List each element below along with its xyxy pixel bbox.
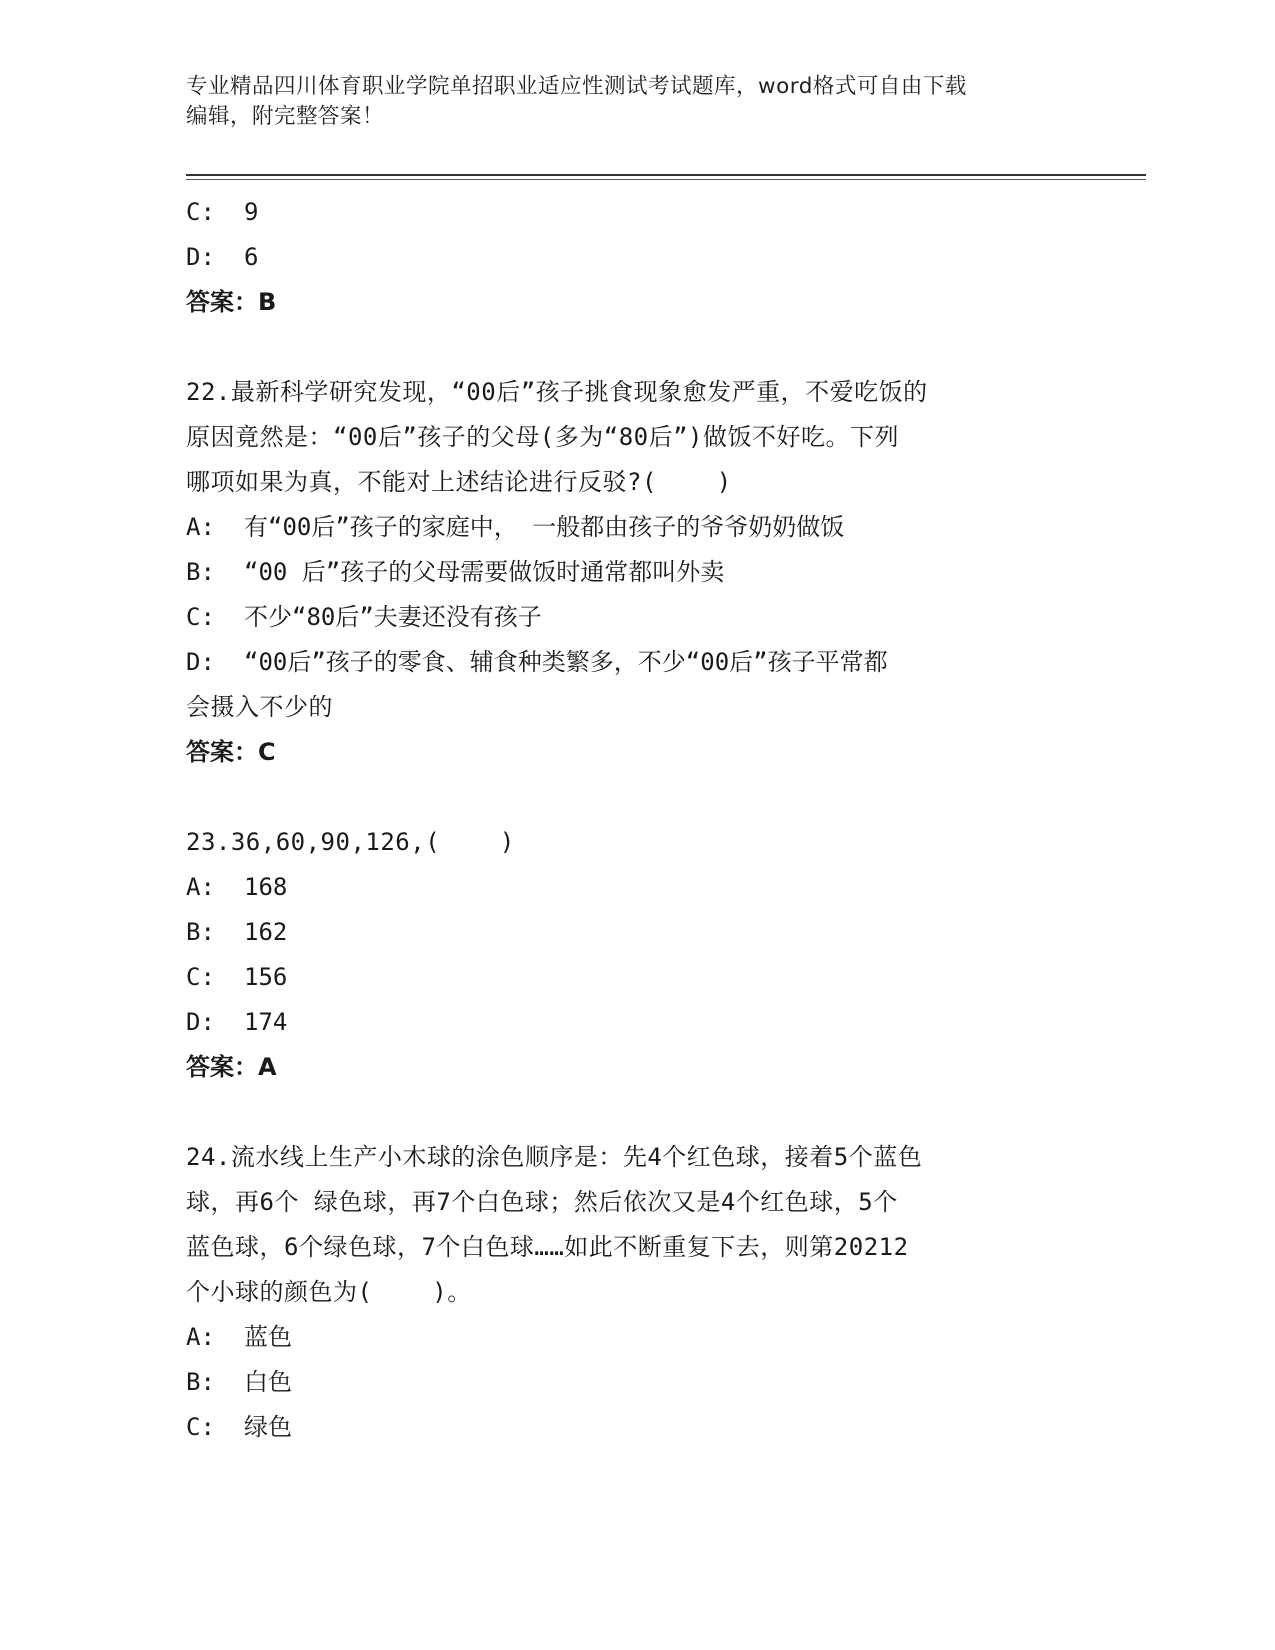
header-line-1: 专业精品四川体育职业学院单招职业适应性测试考试题库，word格式可自由下载: [186, 74, 967, 99]
option-letter: B:: [186, 558, 215, 586]
header-rule-thin: [186, 179, 1146, 180]
option-text: 蓝色: [244, 1323, 292, 1351]
option-letter: C:: [186, 963, 215, 991]
question-text-line: 原因竟然是：“00后”孩子的父母(多为“80后”)做饭不好吃。下列: [186, 423, 899, 451]
option-d-continuation: 会摄入不少的: [186, 693, 333, 721]
option-text: 6: [244, 243, 259, 271]
option-letter: B:: [186, 1368, 215, 1396]
option-b: [186, 550, 1066, 595]
question-text-line: 22.最新科学研究发现，“00后”孩子挑食现象愈发严重，不爱吃饭的: [186, 378, 928, 406]
option-c: [186, 190, 1066, 235]
option-b: [186, 910, 1066, 955]
spacer: [186, 1090, 1066, 1135]
question-text-line: 24.流水线上生产小木球的涂色顺序是：先4个红色球，接着5个蓝色: [186, 1143, 923, 1171]
option-d: [186, 640, 1066, 685]
option-letter: D:: [186, 648, 215, 676]
option-letter: D:: [186, 1008, 215, 1036]
option-letter: A:: [186, 513, 215, 541]
option-text: 不少“80后”夫妻还没有孩子: [244, 603, 542, 631]
option-text: 156: [244, 963, 288, 991]
option-letter: A:: [186, 1323, 215, 1351]
option-text: 白色: [244, 1368, 292, 1396]
answer-line: 答案：B: [186, 288, 277, 316]
document-header: [186, 72, 1056, 132]
document-body: [186, 190, 1066, 1450]
answer-line: 答案：A: [186, 1053, 277, 1081]
option-text: “00后”孩子的零食、辅食种类繁多，不少“00后”孩子平常都: [244, 648, 888, 676]
answer-line: 答案：C: [186, 738, 276, 766]
option-text: 174: [244, 1008, 288, 1036]
option-letter: C:: [186, 1413, 215, 1441]
option-text: 有“00后”孩子的家庭中， 一般都由孩子的爷爷奶奶做饭: [244, 513, 845, 541]
spacer: [186, 775, 1066, 820]
question-text-line: 球，再6个 绿色球，再7个白色球；然后依次又是4个红色球，5个: [186, 1188, 898, 1216]
header-rule-thick: [186, 174, 1146, 176]
option-text: “00 后”孩子的父母需要做饭时通常都叫外卖: [244, 558, 725, 586]
option-letter: B:: [186, 918, 215, 946]
option-a: [186, 1315, 1066, 1360]
option-c: [186, 955, 1066, 1000]
option-c: [186, 1405, 1066, 1450]
option-text: 绿色: [244, 1413, 292, 1441]
question-22: [186, 370, 1066, 775]
option-letter: A:: [186, 873, 215, 901]
question-text-line: 个小球的颜色为( )。: [186, 1278, 472, 1306]
question-23: [186, 820, 1066, 1090]
option-letter: D:: [186, 243, 215, 271]
option-b: [186, 1360, 1066, 1405]
spacer: [186, 325, 1066, 370]
question-text-line: 哪项如果为真，不能对上述结论进行反驳?( ): [186, 468, 732, 496]
question-text-line: 蓝色球，6个绿色球，7个白色球……如此不断重复下去，则第20212: [186, 1233, 909, 1261]
option-a: [186, 865, 1066, 910]
header-line-2: 编辑，附完整答案！: [186, 104, 385, 129]
question-21-tail: [186, 190, 1066, 325]
option-c: [186, 595, 1066, 640]
question-24: [186, 1135, 1066, 1450]
option-text: 162: [244, 918, 288, 946]
option-a: [186, 505, 1066, 550]
option-letter: C:: [186, 603, 215, 631]
option-letter: C:: [186, 198, 215, 226]
option-text: 9: [244, 198, 259, 226]
question-text-line: 23.36,60,90,126,( ): [186, 828, 515, 856]
option-d: [186, 1000, 1066, 1045]
option-d: [186, 235, 1066, 280]
option-text: 168: [244, 873, 288, 901]
